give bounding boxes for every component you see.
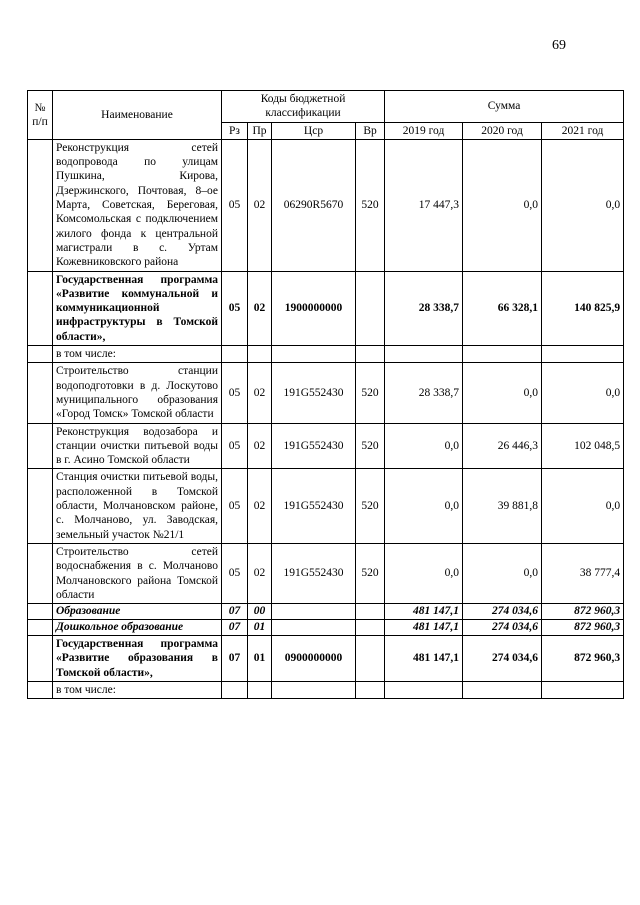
- row-name: Государственная программа «Развитие образования в Томской области»,: [53, 636, 222, 682]
- row-2019: 28 338,7: [385, 271, 463, 345]
- row-vr: 520: [356, 139, 385, 271]
- row-2019: 28 338,7: [385, 363, 463, 423]
- row-2019: 0,0: [385, 423, 463, 469]
- header-pr: Пр: [248, 122, 272, 139]
- row-vr: [356, 271, 385, 345]
- row-csr: 191G552430: [272, 423, 356, 469]
- row-2019: 481 147,1: [385, 604, 463, 620]
- row-pr: 02: [248, 271, 272, 345]
- row-2019: 0,0: [385, 469, 463, 543]
- budget-table: [27, 90, 624, 699]
- header-sum: Сумма: [385, 91, 624, 123]
- row-num: [28, 469, 53, 543]
- header-vr: Вр: [356, 122, 385, 139]
- row-2020: 0,0: [463, 543, 542, 603]
- row-rz: 05: [222, 363, 248, 423]
- table-row: [28, 363, 624, 423]
- row-2021: 872 960,3: [542, 636, 624, 682]
- row-name: Реконструкция сетей водопровода по улицам Пушкина, Кирова, Дзержинского, Почтовая, 8–ое Марта, Советская, Береговая, Комсомольская с подключением жилого фонда к центральной магистрали в с. Уртам Кожевниковского района: [53, 139, 222, 271]
- table-row: [28, 604, 624, 620]
- row-2021: 140 825,9: [542, 271, 624, 345]
- header-rz: Рз: [222, 122, 248, 139]
- row-2021: 0,0: [542, 139, 624, 271]
- row-rz: 05: [222, 139, 248, 271]
- header-2021: 2021 год: [542, 122, 624, 139]
- row-num: [28, 636, 53, 682]
- row-vr: 520: [356, 363, 385, 423]
- row-csr: 0900000000: [272, 636, 356, 682]
- row-2021: 0,0: [542, 363, 624, 423]
- row-csr: 191G552430: [272, 543, 356, 603]
- row-csr: 1900000000: [272, 271, 356, 345]
- row-name: Реконструкция водозабора и станции очистки питьевой воды в г. Асино Томской области: [53, 423, 222, 469]
- page-number: 69: [552, 38, 566, 53]
- row-csr: 191G552430: [272, 469, 356, 543]
- row-2020: 274 034,6: [463, 620, 542, 636]
- header-2020: 2020 год: [463, 122, 542, 139]
- row-2020: 26 446,3: [463, 423, 542, 469]
- row-vr: 520: [356, 423, 385, 469]
- row-csr: 191G552430: [272, 363, 356, 423]
- header-2019: 2019 год: [385, 122, 463, 139]
- row-vr: [356, 636, 385, 682]
- table-row: [28, 620, 624, 636]
- row-num: [28, 620, 53, 636]
- row-rz: 05: [222, 469, 248, 543]
- table-row: [28, 469, 624, 543]
- row-rz: 05: [222, 543, 248, 603]
- row-2020: 0,0: [463, 363, 542, 423]
- row-vr: 520: [356, 543, 385, 603]
- row-2020: 0,0: [463, 139, 542, 271]
- row-vr: [356, 620, 385, 636]
- header-codes: Коды бюджетной классификации: [222, 91, 385, 123]
- table-row: [28, 346, 624, 363]
- row-pr: 00: [248, 604, 272, 620]
- row-2021: 872 960,3: [542, 604, 624, 620]
- row-csr: [272, 604, 356, 620]
- row-2019: 0,0: [385, 543, 463, 603]
- row-num: [28, 681, 53, 698]
- row-num: [28, 271, 53, 345]
- row-num: [28, 139, 53, 271]
- row-name: Строительство станции водоподготовки в д. Лоскутово муниципального образования «Город Томск» Томской области: [53, 363, 222, 423]
- row-2021: 102 048,5: [542, 423, 624, 469]
- row-num: [28, 423, 53, 469]
- row-num: [28, 346, 53, 363]
- row-rz: 05: [222, 271, 248, 345]
- row-rz: 07: [222, 636, 248, 682]
- row-name: в том числе:: [53, 346, 222, 363]
- row-2020: 66 328,1: [463, 271, 542, 345]
- row-rz: 05: [222, 423, 248, 469]
- row-name: Дошкольное образование: [53, 620, 222, 636]
- row-name: в том числе:: [53, 681, 222, 698]
- row-rz: 07: [222, 604, 248, 620]
- row-csr: [272, 620, 356, 636]
- table-row: [28, 423, 624, 469]
- row-vr: 520: [356, 469, 385, 543]
- row-2021: 38 777,4: [542, 543, 624, 603]
- row-num: [28, 363, 53, 423]
- table-header: [28, 91, 624, 140]
- row-2021: 872 960,3: [542, 620, 624, 636]
- row-name: Станция очистки питьевой воды, расположенной в Томской области, Молчановском районе, с. Молчаново, ул. Заводская, земельный участок №21/1: [53, 469, 222, 543]
- row-2020: 274 034,6: [463, 636, 542, 682]
- row-csr: 06290R5670: [272, 139, 356, 271]
- row-2019: 481 147,1: [385, 636, 463, 682]
- row-2019: 481 147,1: [385, 620, 463, 636]
- row-pr: 02: [248, 469, 272, 543]
- header-csr: Цср: [272, 122, 356, 139]
- row-name: Строительство сетей водоснабжения в с. Молчаново Молчановского района Томской области: [53, 543, 222, 603]
- table-row: [28, 139, 624, 271]
- row-2020: 39 881,8: [463, 469, 542, 543]
- row-num: [28, 543, 53, 603]
- row-rz: 07: [222, 620, 248, 636]
- row-pr: 02: [248, 423, 272, 469]
- row-pr: 02: [248, 139, 272, 271]
- row-pr: 01: [248, 620, 272, 636]
- header-name: Наименование: [53, 91, 222, 140]
- row-pr: 02: [248, 363, 272, 423]
- row-name: Образование: [53, 604, 222, 620]
- header-num: № п/п: [28, 91, 53, 140]
- row-2019: 17 447,3: [385, 139, 463, 271]
- row-vr: [356, 604, 385, 620]
- row-pr: 02: [248, 543, 272, 603]
- table-row: [28, 636, 624, 682]
- row-2021: 0,0: [542, 469, 624, 543]
- row-name: Государственная программа «Развитие коммунальной и коммуникационной инфраструктуры в Томской области»,: [53, 271, 222, 345]
- row-2020: 274 034,6: [463, 604, 542, 620]
- row-num: [28, 604, 53, 620]
- table-row: [28, 681, 624, 698]
- row-pr: 01: [248, 636, 272, 682]
- table-row: [28, 543, 624, 603]
- table-row: [28, 271, 624, 345]
